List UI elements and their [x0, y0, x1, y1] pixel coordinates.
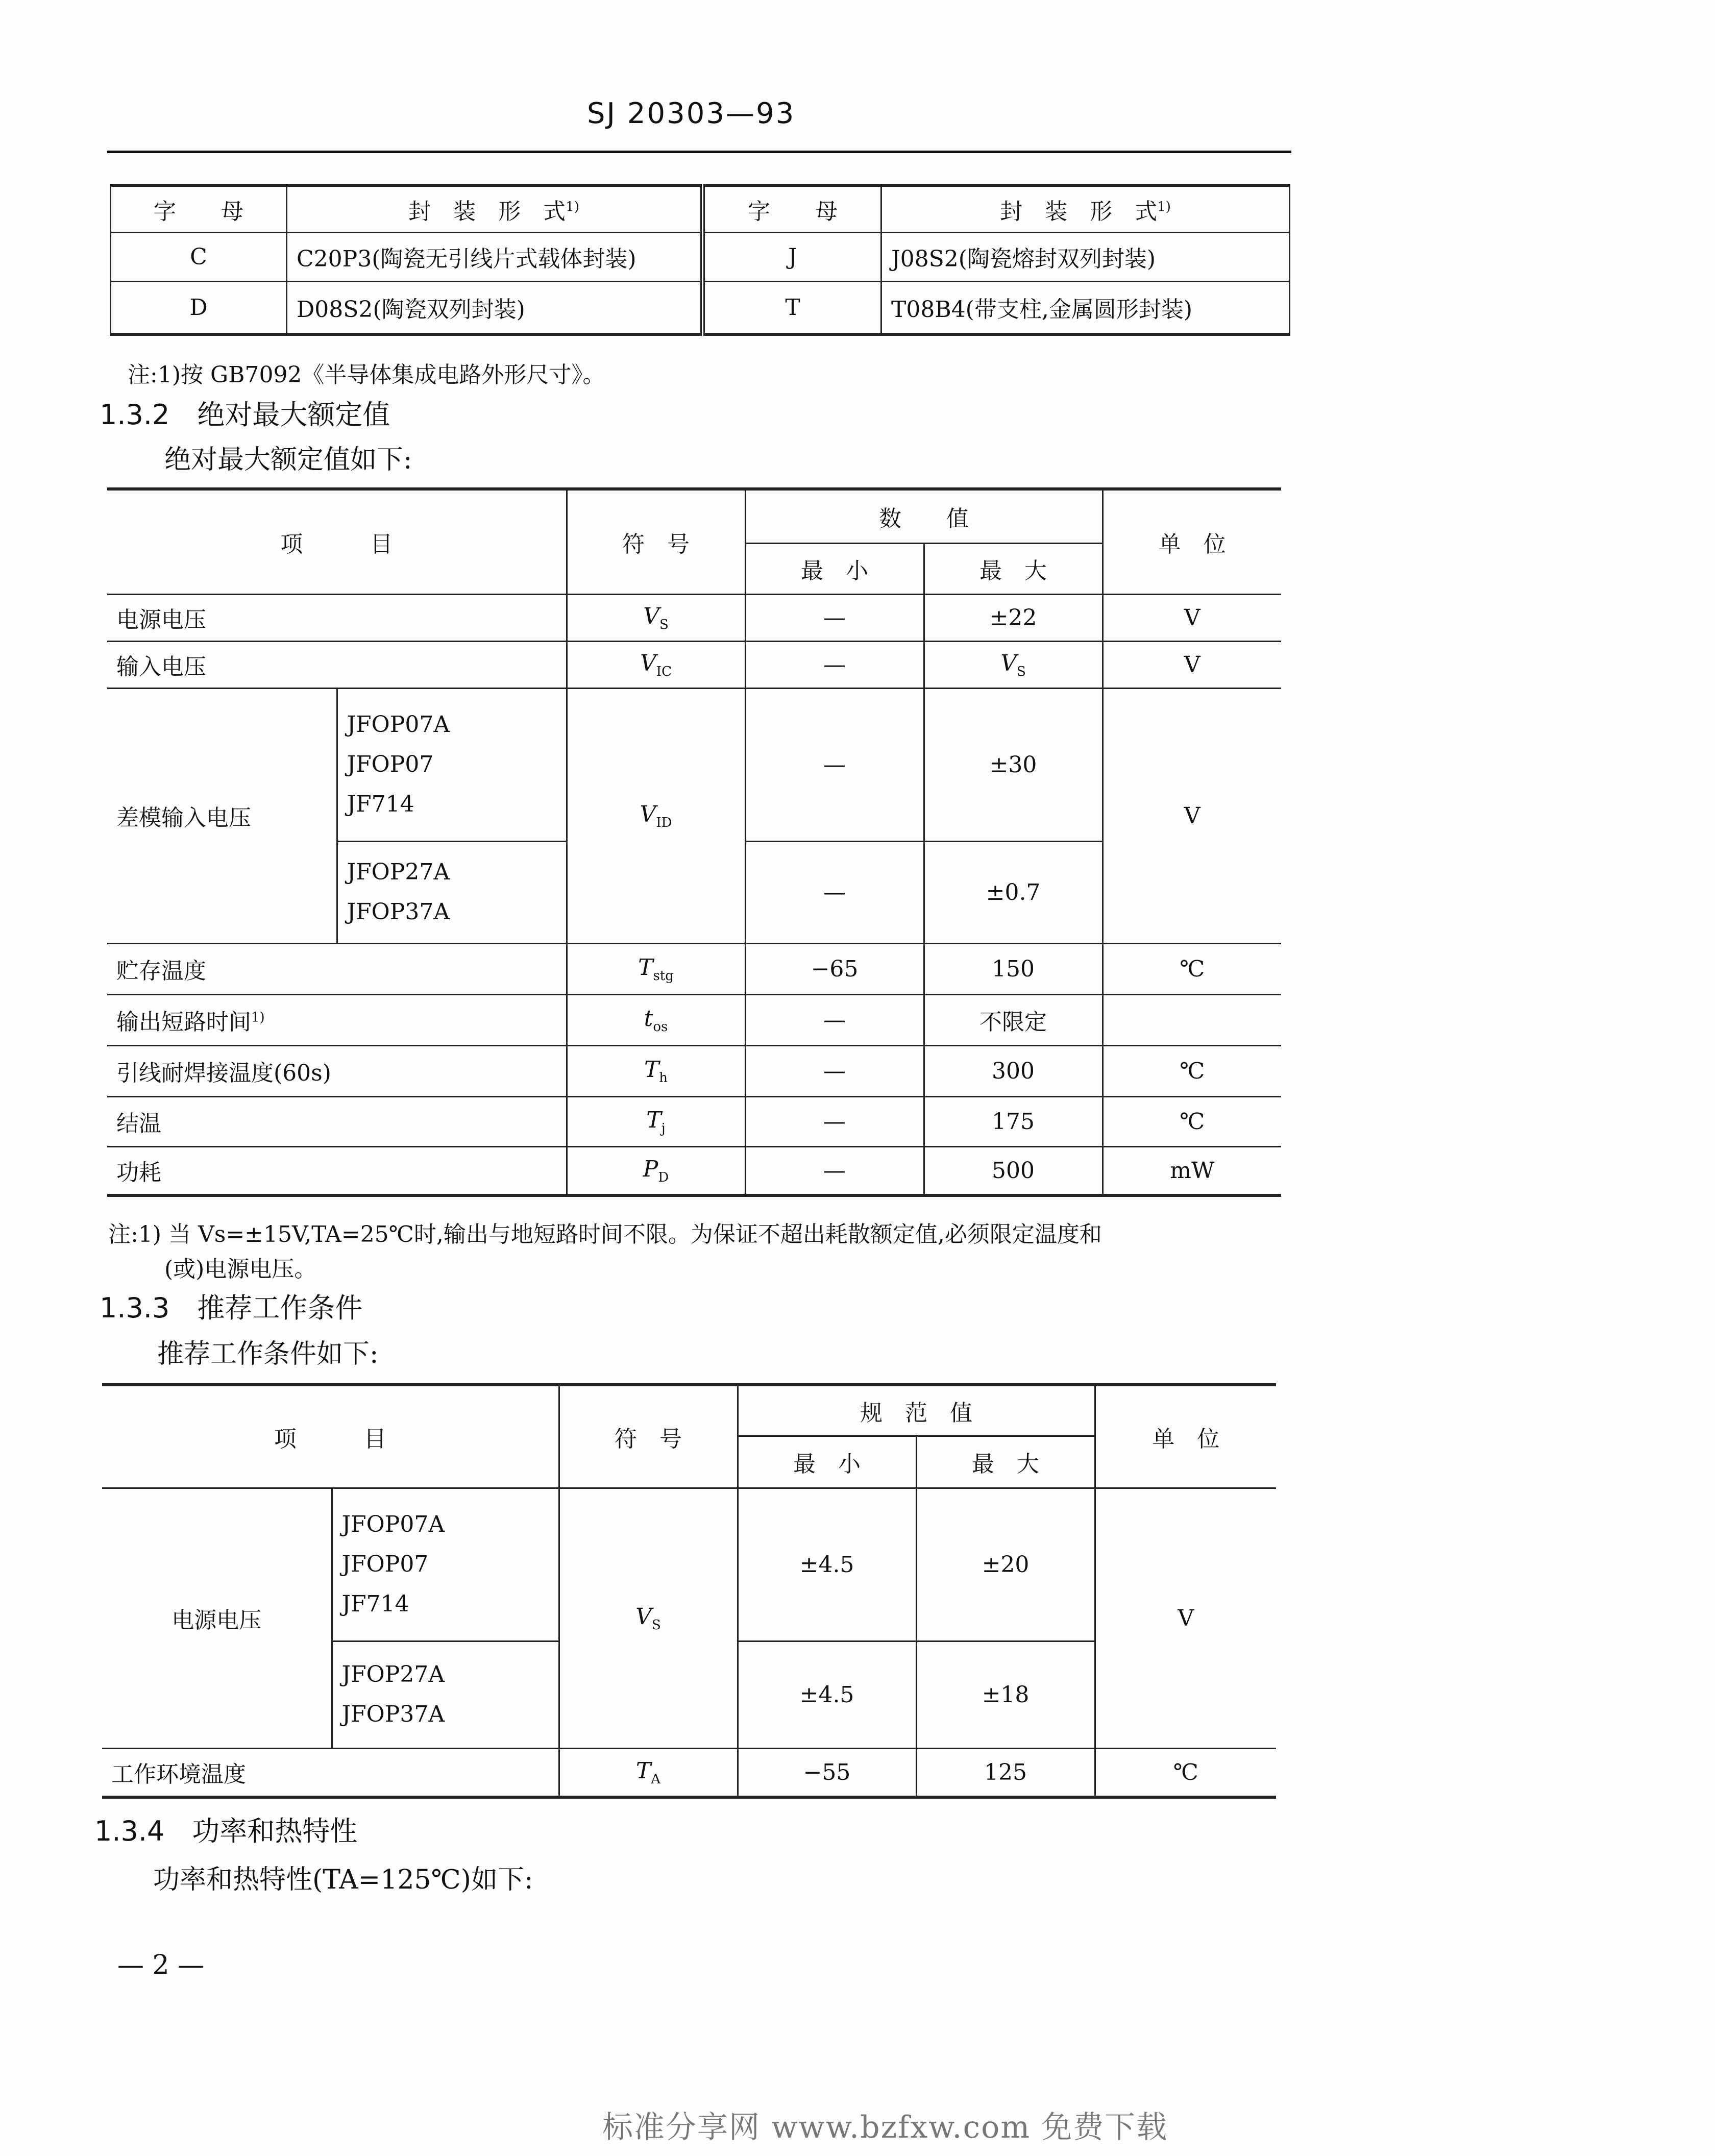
package-letter: T [703, 281, 881, 334]
unit-value: ℃ [1102, 943, 1281, 994]
symbol-tstg: $T_{stg}$ [567, 943, 745, 994]
item-differential-input-voltage: 差模输入电压 [107, 688, 337, 943]
package-table [110, 184, 1290, 336]
min-value: −65 [745, 943, 924, 994]
max-value: ±0.7 [924, 841, 1102, 943]
min-value: ±4.5 [738, 1488, 916, 1641]
unit-value: mW [1102, 1146, 1281, 1195]
unit-value [1102, 994, 1281, 1045]
package-letter: C [111, 232, 287, 281]
header-min: 最 小 [745, 543, 924, 594]
package-header-letter: 字 母 [111, 185, 287, 232]
max-value: ±22 [924, 594, 1102, 641]
header-unit: 单 位 [1095, 1385, 1276, 1488]
absolute-max-ratings-table [107, 487, 1281, 1197]
min-value: — [745, 1146, 924, 1195]
header-symbol: 符 号 [559, 1385, 738, 1488]
item-junction-temperature: 结温 [107, 1096, 567, 1146]
header-value: 数 值 [745, 489, 1102, 543]
max-value: $V_S$ [924, 641, 1102, 688]
min-value: — [745, 1045, 924, 1096]
unit-value: V [1102, 594, 1281, 641]
header-symbol: 符 号 [567, 489, 745, 594]
symbol-th: $T_h$ [567, 1045, 745, 1096]
header-min: 最 小 [738, 1436, 916, 1488]
document-header: SJ 20303—93 [587, 97, 796, 130]
max-value: ±30 [924, 688, 1102, 841]
item-power-dissipation: 功耗 [107, 1146, 567, 1195]
package-form: T08B4(带支柱,金属圆形封装) [881, 281, 1290, 334]
max-value: 500 [924, 1146, 1102, 1195]
unit-value: ℃ [1102, 1096, 1281, 1146]
header-max: 最 大 [916, 1436, 1095, 1488]
symbol-tos: $t_{os}$ [567, 994, 745, 1045]
max-value: ±18 [916, 1641, 1095, 1748]
package-form: J08S2(陶瓷熔封双列封装) [881, 232, 1290, 281]
section-heading-1-3-4: 1.3.4 功率和热特性 [94, 1815, 358, 1847]
min-value: ±4.5 [738, 1641, 916, 1748]
item-storage-temperature: 贮存温度 [107, 943, 567, 994]
model-list: JFOP27A JFOP37A [337, 841, 567, 943]
package-form: D08S2(陶瓷双列封装) [287, 281, 703, 334]
ratings-note-line-1: 注:1) 当 Vs=±15V,TA=25℃时,输出与地短路时间不限。为保证不超出耗散额定值,必须限定温度和 [108, 1221, 1102, 1247]
section-heading-1-3-3: 1.3.3 推荐工作条件 [100, 1292, 363, 1324]
symbol-vs: $V_S$ [559, 1488, 738, 1748]
min-value: — [745, 688, 924, 841]
header-value: 规 范 值 [738, 1385, 1095, 1436]
min-value: — [745, 641, 924, 688]
model-list: JFOP07A JFOP07 JF714 [337, 688, 567, 841]
model-list: JFOP27A JFOP37A [332, 1641, 559, 1748]
unit-value: V [1095, 1488, 1276, 1748]
item-input-voltage: 输入电压 [107, 641, 567, 688]
watermark-footer: 标准分享网 www.bzfxw.com 免费下载 [602, 2110, 1168, 2145]
item-supply-voltage: 电源电压 [107, 594, 567, 641]
model-list: JFOP07A JFOP07 JF714 [332, 1488, 559, 1641]
symbol-vic: $V_{IC}$ [567, 641, 745, 688]
symbol-tj: $T_j$ [567, 1096, 745, 1146]
unit-value: ℃ [1102, 1045, 1281, 1096]
max-value: 300 [924, 1045, 1102, 1096]
package-letter: D [111, 281, 287, 334]
package-table-note: 注:1)按 GB7092《半导体集成电路外形尺寸》。 [128, 362, 605, 388]
package-header-form: 封 装 形 式$^{1)}$ [287, 185, 703, 232]
ratings-note-line-2: (或)电源电压。 [164, 1256, 317, 1282]
package-header-letter-2: 字 母 [703, 185, 881, 232]
max-value: 不限定 [924, 994, 1102, 1045]
max-value: 150 [924, 943, 1102, 994]
recommended-conditions-table [102, 1383, 1276, 1799]
max-value: 175 [924, 1096, 1102, 1146]
max-value: 125 [916, 1748, 1095, 1797]
package-header-form-2: 封 装 形 式$^{1)}$ [881, 185, 1290, 232]
min-value: — [745, 994, 924, 1045]
header-item: 项 目 [102, 1385, 559, 1488]
header-unit: 单 位 [1102, 489, 1281, 594]
item-output-short-circuit-time: 输出短路时间$^{1)}$ [107, 994, 567, 1045]
max-value: ±20 [916, 1488, 1095, 1641]
min-value: — [745, 841, 924, 943]
section-intro-1-3-2: 绝对最大额定值如下: [164, 445, 412, 475]
unit-value: V [1102, 688, 1281, 943]
min-value: — [745, 1096, 924, 1146]
min-value: −55 [738, 1748, 916, 1797]
section-intro-1-3-4: 功率和热特性(TA=125℃)如下: [153, 1865, 533, 1895]
unit-value: ℃ [1095, 1748, 1276, 1797]
section-intro-1-3-3: 推荐工作条件如下: [157, 1339, 379, 1369]
package-form: C20P3(陶瓷无引线片式载体封装) [287, 232, 703, 281]
header-item: 项 目 [107, 489, 567, 594]
symbol-ta: $T_A$ [559, 1748, 738, 1797]
header-rule [107, 151, 1291, 153]
symbol-vs: $V_S$ [567, 594, 745, 641]
symbol-pd: $P_D$ [567, 1146, 745, 1195]
unit-value: V [1102, 641, 1281, 688]
min-value: — [745, 594, 924, 641]
page-number: — 2 — [117, 1950, 205, 1980]
package-letter: J [703, 232, 881, 281]
symbol-vid: $V_{ID}$ [567, 688, 745, 943]
item-ambient-temperature: 工作环境温度 [102, 1748, 559, 1797]
section-heading-1-3-2: 1.3.2 绝对最大额定值 [100, 399, 390, 431]
header-max: 最 大 [924, 543, 1102, 594]
item-supply-voltage: 电源电压 [102, 1488, 332, 1748]
item-lead-soldering-temperature: 引线耐焊接温度(60s) [107, 1045, 567, 1096]
